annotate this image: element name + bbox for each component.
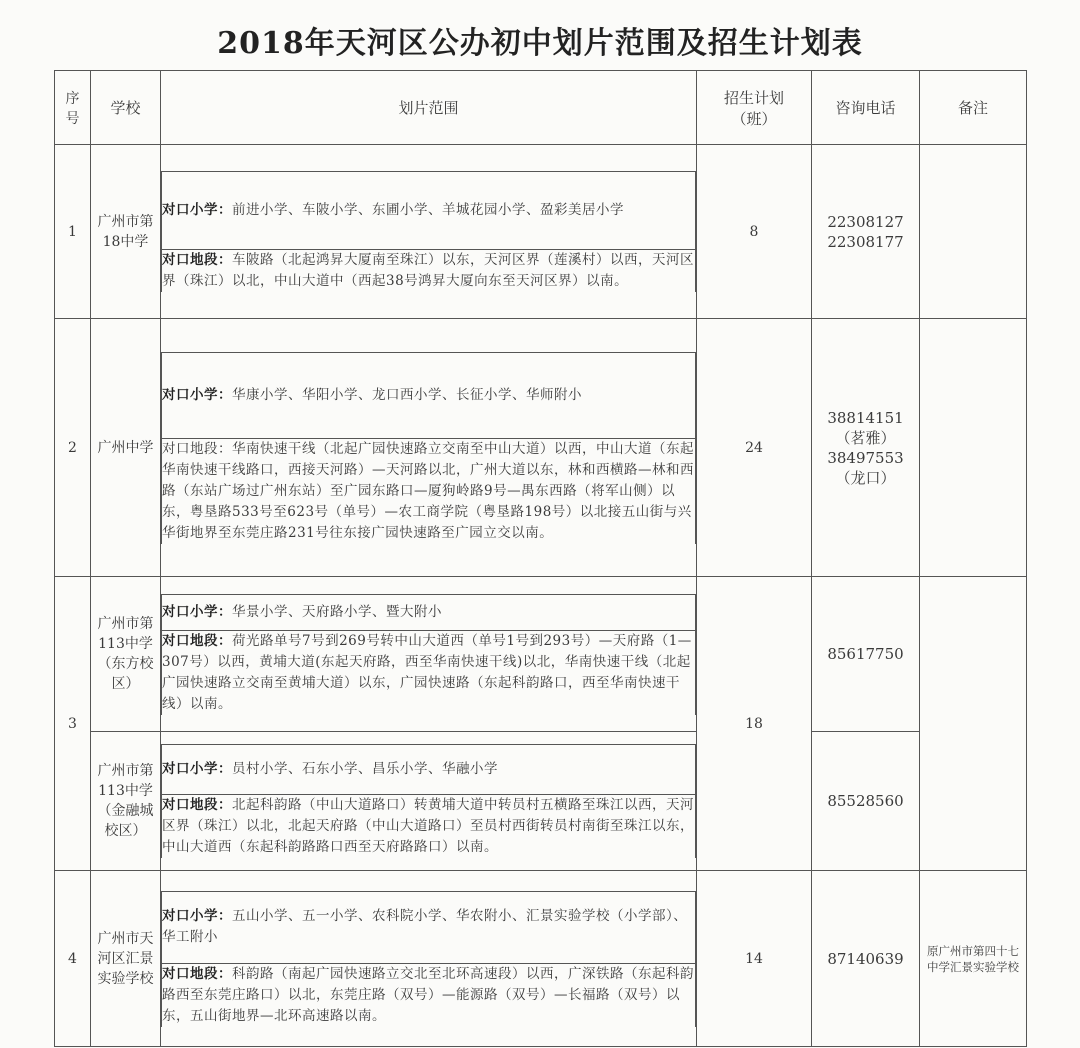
range-cell xyxy=(161,319,697,577)
phone-note: （茗雅） xyxy=(835,428,896,447)
primary-schools: 前进小学、车陂小学、东圃小学、羊城花园小学、盈彩美居小学 xyxy=(232,202,624,218)
header-note: 备注 xyxy=(920,71,1027,145)
header-row xyxy=(55,71,1027,145)
header-phone: 咨询电话 xyxy=(812,71,920,145)
phone-number: 22308127 xyxy=(827,212,904,231)
range-cell xyxy=(161,145,697,319)
header-seq: 序号 xyxy=(55,71,91,145)
primary-schools: 华康小学、华阳小学、龙口西小学、长征小学、华师附小 xyxy=(232,386,582,403)
plan-classes: 18 xyxy=(697,577,812,871)
area-text: 荷光路单号7号到269号转中山大道西（单号1号到293号）—天府路（1—307号）以西，黄埔大道(东起天府路，西至华南快速干线)以北，华南快速干线（北起广园快速路立交南至黄埔大道）以东，广园快速路（东起科韵路口，西至华南快速干线）以南。 xyxy=(162,632,692,712)
area-label: 对口地段： xyxy=(162,440,232,457)
note-cell xyxy=(920,319,1027,577)
phone-number: 38814151 xyxy=(827,408,904,427)
phone-number: 85528560 xyxy=(812,732,920,871)
page-title: 2018年天河区公办初中划片范围及招生计划表 xyxy=(217,26,863,61)
row-seq: 3 xyxy=(55,577,91,871)
area-label: 对口地段： xyxy=(162,965,232,982)
area-label: 对口地段： xyxy=(162,632,232,649)
phone-cell xyxy=(812,319,920,577)
area-text: 华南快速干线（北起广园快速路立交南至中山大道）以西，中山大道（东起华南快速干线路口，西接天河路）—天河路以北，广州大道以东，林和西横路—林和西路（东站广场过广州东站）至广园东路口—厦狗岭路9号—禺东西路（将军山侧）以东，粤垦路533号至623号（单号）—农工商学院（粤垦路198号）以北接五山街与兴华街地界至东莞庄路231号往东接广园快速路至广园立交以南。 xyxy=(162,440,694,541)
primary-label: 对口小学： xyxy=(162,761,232,777)
plan-classes: 24 xyxy=(697,319,812,577)
enrollment-table xyxy=(54,70,1027,1047)
row-seq: 2 xyxy=(55,319,91,577)
phone-number: 22308177 xyxy=(827,232,904,251)
table-row xyxy=(55,145,1027,319)
school-name: 广州市第113中学（东方校区） xyxy=(91,577,161,732)
school-name: 广州市天河区汇景实验学校 xyxy=(91,871,161,1047)
range-cell xyxy=(161,871,697,1047)
table-row xyxy=(55,577,1027,732)
primary-label: 对口小学： xyxy=(162,908,232,924)
phone-note: （龙口） xyxy=(835,468,896,487)
note-cell xyxy=(920,577,1027,871)
school-name: 广州市第18中学 xyxy=(91,145,161,319)
note-cell xyxy=(920,145,1027,319)
header-plan: 招生计划（班） xyxy=(697,71,812,145)
primary-schools: 五山小学、五一小学、农科院小学、华农附小、汇景实验学校（小学部）、华工附小 xyxy=(162,908,688,945)
header-range: 划片范围 xyxy=(161,71,697,145)
area-label: 对口地段： xyxy=(162,252,232,268)
phone-number: 85617750 xyxy=(812,577,920,732)
range-cell xyxy=(161,732,697,871)
primary-label: 对口小学： xyxy=(162,603,232,620)
phone-number: 38497553 xyxy=(827,448,904,467)
area-text: 车陂路（北起鸿昇大厦南至珠江）以东，天河区界（莲溪村）以西，天河区界（珠江）以北，中山大道中（西起38号鸿昇大厦向东至天河区界）以南。 xyxy=(162,252,694,289)
row-seq: 1 xyxy=(55,145,91,319)
area-text: 北起科韵路（中山大道路口）转黄埔大道中转员村五横路至珠江以西，天河区界（珠江）以北，北起天府路（中山大道路口）至员村西街转员村南街至珠江以东，中山大道西（东起科韵路路口西至天府路路口）以南。 xyxy=(162,797,694,855)
school-name: 广州中学 xyxy=(91,319,161,577)
area-text: 科韵路（南起广园快速路立交北至北环高速段）以西，广深铁路（东起科韵路西至东莞庄路口）以北，东莞庄路（双号）—能源路（双号）—长福路（双号）以东，五山街地界—北环高速路以南。 xyxy=(162,965,694,1024)
row-seq: 4 xyxy=(55,871,91,1047)
table-row xyxy=(55,871,1027,1047)
plan-classes: 14 xyxy=(697,871,812,1047)
header-school: 学校 xyxy=(91,71,161,145)
primary-label: 对口小学： xyxy=(162,202,232,218)
primary-schools: 华景小学、天府路小学、暨大附小 xyxy=(232,603,442,620)
table-row xyxy=(55,732,1027,871)
plan-classes: 8 xyxy=(697,145,812,319)
area-label: 对口地段： xyxy=(162,797,232,813)
range-cell xyxy=(161,577,697,732)
school-name: 广州市第113中学（金融城校区） xyxy=(91,732,161,871)
phone-cell xyxy=(812,145,920,319)
primary-label: 对口小学： xyxy=(162,386,232,403)
phone-number: 87140639 xyxy=(812,871,920,1047)
primary-schools: 员村小学、石东小学、昌乐小学、华融小学 xyxy=(232,761,498,777)
note-cell: 原广州市第四十七中学汇景实验学校 xyxy=(920,871,1027,1047)
table-row xyxy=(55,319,1027,577)
